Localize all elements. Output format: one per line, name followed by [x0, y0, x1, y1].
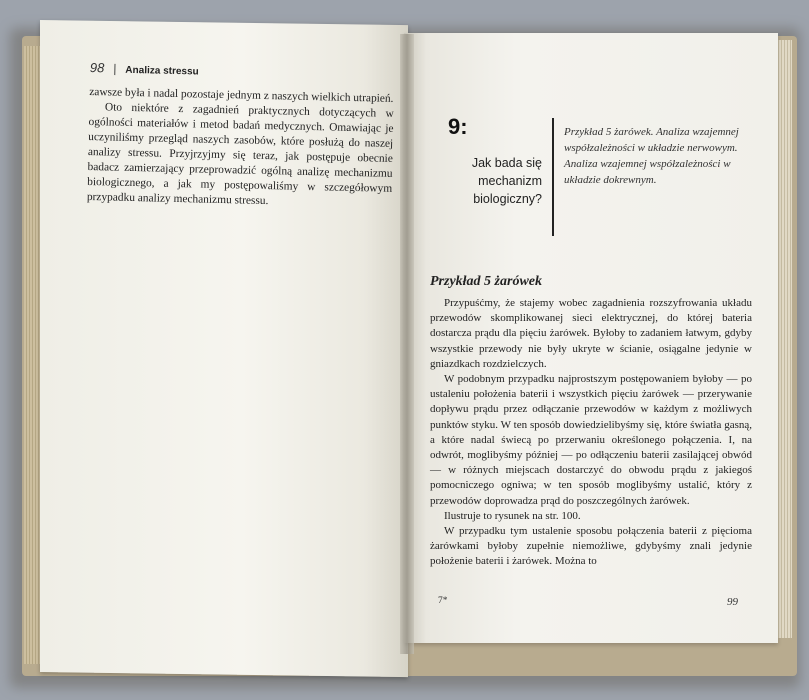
- chapter-title-line: biologiczny?: [473, 192, 542, 206]
- running-title: Analiza stressu: [125, 64, 199, 78]
- paragraph: Ilustruje to rysunek na str. 100.: [444, 509, 581, 522]
- chapter-number: 9:: [448, 114, 468, 139]
- book-gutter: [400, 34, 414, 654]
- left-page-text: [87, 85, 395, 212]
- right-page-footer: [438, 596, 738, 608]
- left-page-content: [87, 60, 395, 212]
- right-page-content: [430, 110, 752, 570]
- header-separator: |: [113, 61, 117, 76]
- paragraph: zawsze była i nadal pozostaje jednym z naszych wielkich utrapień.: [89, 85, 394, 105]
- paragraph: Przypuśćmy, że stajemy wobec zagadnienia rozszyfrowania układu przewodów skomplikowanej sieci elektrycznej, do której bateria dostarcza prądu dla pięciu żarówek. Byłoby to zadaniem łatwym, gdyby wszystkie przewody nie były ukryte w ścianie, osiągalne jedynie w gniazdkach rozdzielczych.: [430, 297, 752, 370]
- chapter-summary: Przykład 5 żarówek. Analiza wzajemnej współzależności w układzie nerwowym. Analiza wzajemnej współzależności w układzie dokrewnym.: [564, 126, 739, 186]
- paragraph: W podobnym przypadku najprostszym postępowaniem byłoby — po ustaleniu położenia baterii i wszystkich pięciu żarówek — przerywanie dopływu prądu przez odłączanie przewodów w każdym z możliwych punktów styku. W ten sposób dowiedzielibyśmy się, które światła gasną, a które nadal świecą po przerwaniu określonego połączenia. I, na odwrót, moglibyśmy później — po odłączeniu baterii zasilającej obwód — w różnych miejscach dostarczyć do obwodu prądu z jakiegoś pomocniczego ogniwa; w ten sposób moglibyśmy ustalić, który z przewodów doprowadza prąd do poszczególnych żarówek.: [430, 373, 752, 507]
- page-number-right: 99: [727, 596, 738, 608]
- section-heading: Przykład 5 żarówek: [430, 274, 542, 289]
- signature-mark: 7*: [438, 596, 448, 606]
- chapter-title-line: mechanizm: [478, 174, 542, 188]
- chapter-title-line: Jak bada się: [471, 156, 542, 170]
- chapter-divider: [552, 118, 554, 236]
- paragraph: W przypadku tym ustalenie sposobu połączenia baterii z pięcioma żarówkami byłoby zupełnie niemożliwe, gdybyśmy znali jedynie położenie baterii i żarówek. Można to: [430, 525, 752, 568]
- paragraph: Oto niektóre z zagadnień praktycznych dotyczących w ogólności materiałów i metod badań medycznych. Omawiając je uczyniliśmy przegląd naszych zasobów, które posłużą do naszej analizy stressu. Przyjrzyjmy się teraz, jak postępuje obecnie badacz zamierzający przeprowadzić ogólną analizę mechanizmu biologicznego, a jak my postępowaliśmy w szczegółowym przypadku analizy mechanizmu stressu.: [86, 101, 394, 208]
- chapter-title: [430, 154, 542, 208]
- chapter-header: [430, 110, 752, 240]
- page-number-left: 98: [89, 60, 105, 76]
- right-page-text: [430, 296, 752, 570]
